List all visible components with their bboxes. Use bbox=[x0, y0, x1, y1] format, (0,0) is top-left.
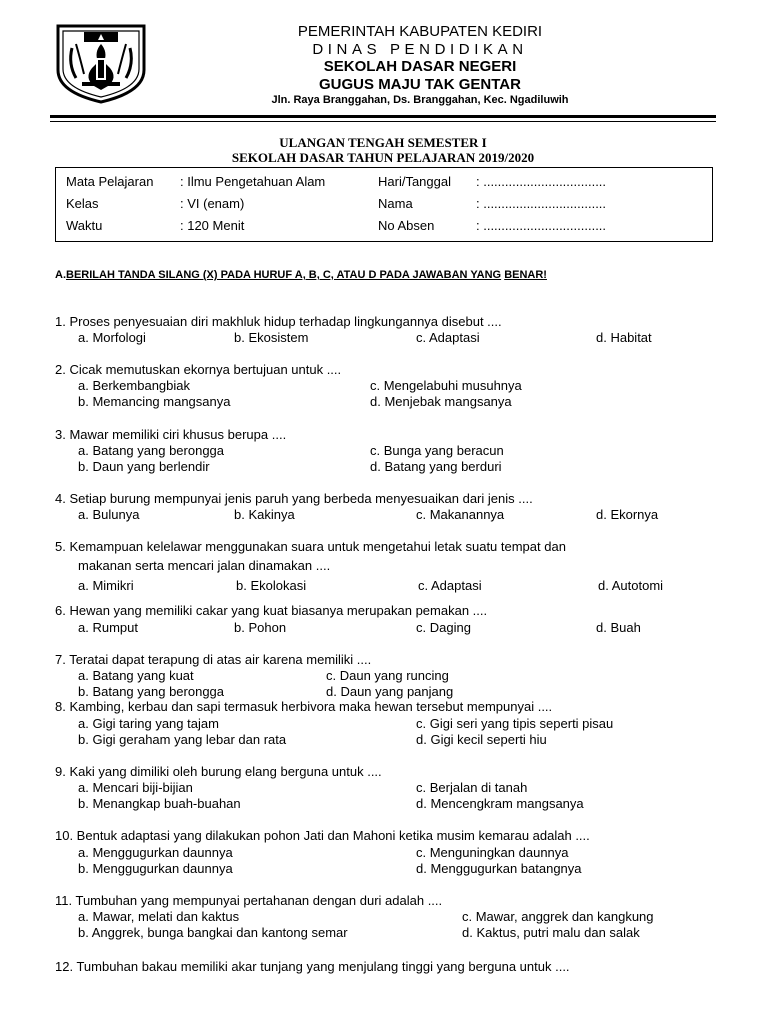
q9-option-a: a. Mencari biji-bijian bbox=[78, 780, 193, 795]
question-2: 2. Cicak memutuskan ekornya bertujuan untuk .... bbox=[55, 362, 342, 377]
q3-option-b: b. Daun yang berlendir bbox=[78, 459, 210, 474]
absen-label: No Absen bbox=[378, 218, 435, 233]
q5-option-d: d. Autotomi bbox=[598, 578, 664, 593]
question-3: 3. Mawar memiliki ciri khusus berupa .... bbox=[55, 427, 287, 442]
question-6: 6. Hewan yang memiliki cakar yang kuat biasanya merupakan pemakan .... bbox=[55, 603, 488, 618]
question-11: 11. Tumbuhan yang mempunyai pertahanan dengan duri adalah .... bbox=[55, 893, 443, 908]
q5-option-b: b. Ekolokasi bbox=[236, 578, 307, 593]
q3-option-a: a. Batang yang berongga bbox=[78, 443, 225, 458]
q6-option-d: d. Buah bbox=[596, 620, 641, 635]
section-text: BERILAH TANDA SILANG (X) PADA HURUF A, B, C, ATAU D PADA JAWABAN YANG bbox=[66, 269, 502, 281]
q7-option-a: a. Batang yang kuat bbox=[78, 668, 194, 683]
section-prefix: A. bbox=[55, 269, 66, 281]
q9-option-b: b. Menangkap buah-buahan bbox=[78, 796, 241, 811]
q10-option-b: b. Menggugurkan daunnya bbox=[78, 861, 233, 876]
waktu-value: : 120 Menit bbox=[180, 218, 245, 233]
q7-option-c: c. Daun yang runcing bbox=[326, 668, 449, 683]
q10-option-a: a. Menggugurkan daunnya bbox=[78, 845, 233, 860]
q5-option-c: c. Adaptasi bbox=[418, 578, 482, 593]
q8-option-a: a. Gigi taring yang tajam bbox=[78, 716, 219, 731]
mapel-value: : Ilmu Pengetahuan Alam bbox=[180, 174, 326, 189]
q2-option-b: b. Memancing mangsanya bbox=[78, 394, 231, 409]
mapel-label: Mata Pelajaran bbox=[66, 174, 154, 189]
q8-option-c: c. Gigi seri yang tipis seperti pisau bbox=[416, 716, 614, 731]
q5-option-a: a. Mimikri bbox=[78, 578, 134, 593]
q10-option-c: c. Menguningkan daunnya bbox=[416, 845, 569, 860]
question-12: 12. Tumbuhan bakau memiliki akar tunjang yang menjulang tinggi yang berguna untuk .... bbox=[55, 959, 570, 974]
section-instruction bbox=[55, 269, 547, 281]
q4-option-d: d. Ekornya bbox=[596, 507, 659, 522]
q1-option-a: a. Morfologi bbox=[78, 330, 146, 345]
question-8: 8. Kambing, kerbau dan sapi termasuk herbivora maka hewan tersebut mempunyai .... bbox=[55, 699, 553, 714]
kelas-label: Kelas bbox=[66, 196, 99, 211]
header-divider-thick bbox=[50, 115, 716, 118]
q7-option-b: b. Batang yang berongga bbox=[78, 684, 225, 699]
question-1: 1. Proses penyesuaian diri makhluk hidup terhadap lingkungannya disebut .... bbox=[55, 314, 502, 329]
nama-label: Nama bbox=[378, 196, 413, 211]
exam-subtitle: SEKOLAH DASAR TAHUN PELAJARAN 2019/2020 bbox=[231, 150, 535, 165]
question-4: 4. Setiap burung mempunyai jenis paruh yang berbeda menyesuaikan dari jenis .... bbox=[55, 491, 533, 506]
header-address: Jln. Raya Branggahan, Ds. Branggahan, Kec. Ngadiluwih bbox=[271, 94, 569, 106]
header-school: SEKOLAH DASAR NEGERI bbox=[323, 58, 517, 75]
q3-option-d: d. Batang yang berduri bbox=[370, 459, 502, 474]
question-10: 10. Bentuk adaptasi yang dilakukan pohon Jati dan Mahoni ketika musim kemarau adalah .... bbox=[55, 828, 590, 843]
q4-option-c: c. Makanannya bbox=[416, 507, 505, 522]
header-divider-thin bbox=[50, 121, 716, 122]
question-5: 5. Kemampuan kelelawar menggunakan suara untuk mengetahui letak suatu tempat dan bbox=[55, 539, 566, 554]
q8-option-d: d. Gigi kecil seperti hiu bbox=[416, 732, 547, 747]
q2-option-a: a. Berkembangbiak bbox=[78, 378, 191, 393]
q4-option-b: b. Kakinya bbox=[234, 507, 295, 522]
exam-title: ULANGAN TENGAH SEMESTER I bbox=[279, 135, 487, 150]
q6-option-b: b. Pohon bbox=[234, 620, 287, 635]
q11-option-b: b. Anggrek, bunga bangkai dan kantong semar bbox=[78, 925, 348, 940]
kediri-emblem-icon bbox=[54, 18, 148, 104]
q9-option-d: d. Mencengkram mangsanya bbox=[416, 796, 584, 811]
waktu-label: Waktu bbox=[66, 218, 103, 233]
q7-option-d: d. Daun yang panjang bbox=[326, 684, 454, 699]
q6-option-c: c. Daging bbox=[416, 620, 471, 635]
q6-option-a: a. Rumput bbox=[78, 620, 138, 635]
q11-option-a: a. Mawar, melati dan kaktus bbox=[78, 909, 240, 924]
q11-option-c: c. Mawar, anggrek dan kangkung bbox=[462, 909, 654, 924]
q1-option-b: b. Ekosistem bbox=[234, 330, 309, 345]
question-9: 9. Kaki yang dimiliki oleh burung elang berguna untuk .... bbox=[55, 764, 382, 779]
q1-option-d: d. Habitat bbox=[596, 330, 652, 345]
header-government: PEMERINTAH KABUPATEN KEDIRI bbox=[297, 23, 543, 40]
nama-value: : .................................. bbox=[476, 196, 607, 211]
q10-option-d: d. Menggugurkan batangnya bbox=[416, 861, 582, 876]
q2-option-c: c. Mengelabuhi musuhnya bbox=[370, 378, 522, 393]
q9-option-c: c. Berjalan di tanah bbox=[416, 780, 528, 795]
q2-option-d: d. Menjebak mangsanya bbox=[370, 394, 512, 409]
q8-option-b: b. Gigi geraham yang lebar dan rata bbox=[78, 732, 287, 747]
header-agency: DINAS PENDIDIKAN bbox=[312, 41, 528, 58]
q1-option-c: c. Adaptasi bbox=[416, 330, 480, 345]
hari-value: : .................................. bbox=[476, 174, 607, 189]
absen-value: : .................................. bbox=[476, 218, 607, 233]
question-5-continued: makanan serta mencari jalan dinamakan .... bbox=[78, 558, 331, 573]
kelas-value: : VI (enam) bbox=[180, 196, 245, 211]
header-cluster: GUGUS MAJU TAK GENTAR bbox=[319, 76, 521, 93]
question-7: 7. Teratai dapat terapung di atas air karena memiliki .... bbox=[55, 652, 372, 667]
q11-option-d: d. Kaktus, putri malu dan salak bbox=[462, 925, 640, 940]
q4-option-a: a. Bulunya bbox=[78, 507, 140, 522]
section-text-end: BENAR! bbox=[504, 269, 547, 281]
q3-option-c: c. Bunga yang beracun bbox=[370, 443, 504, 458]
hari-label: Hari/Tanggal bbox=[378, 174, 451, 189]
